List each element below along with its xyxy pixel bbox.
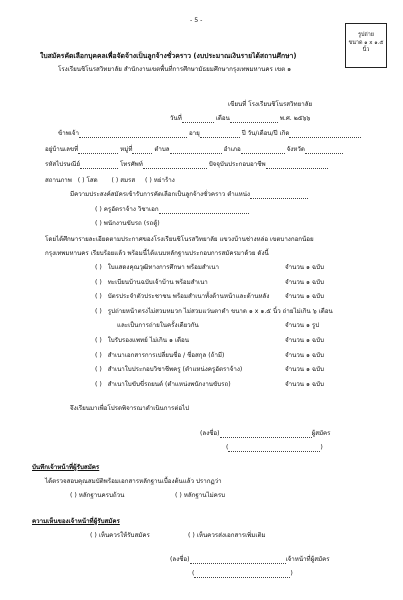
postal-label: รหัสไปรษณีย์ xyxy=(45,161,80,168)
applicant-name-label: ข้าพเจ้า xyxy=(58,130,79,137)
sign-label: (ลงชื่อ) xyxy=(200,430,220,437)
doc-checkbox[interactable]: ( ) xyxy=(95,308,102,315)
officer-signature xyxy=(170,556,330,564)
position-teacher-label: ( ) ครูอัตราจ้าง วิชาเอก xyxy=(95,206,159,213)
doc-checkbox[interactable]: ( ) xyxy=(95,381,102,388)
doc-text: บัตรประจำตัวประชาชน พร้อมสำเนาทั้งด้านหน้าและด้านหลัง xyxy=(107,293,270,300)
date-month-field[interactable] xyxy=(230,116,278,123)
province-field[interactable] xyxy=(305,147,343,154)
officer-section-title: บันทึกเจ้าหน้าที่ผู้รับสมัคร xyxy=(32,464,100,471)
intent-label: มีความประสงค์สมัครเข้ารับการคัดเลือกเป็นลูกจ้างชั่วคราว ตำแหน่ง xyxy=(70,191,251,198)
doc-checkbox[interactable]: ( ) xyxy=(95,279,102,286)
doc-row[interactable] xyxy=(95,381,231,389)
doc-qty: จำนวน ๑ ฉบับ xyxy=(285,293,324,300)
age-label: อายุ xyxy=(188,130,200,137)
phone-field[interactable] xyxy=(143,162,207,169)
doc-row[interactable] xyxy=(95,293,269,301)
applicant-name-field[interactable] xyxy=(79,131,187,138)
paren-close: ) xyxy=(290,570,293,577)
subject-field[interactable] xyxy=(159,207,249,214)
doc-qty: จำนวน ๑ ฉบับ xyxy=(285,279,324,286)
paren-close: ) xyxy=(320,444,323,451)
sign-label: (ลงชื่อ) xyxy=(170,556,190,563)
occupation-field[interactable] xyxy=(266,162,328,169)
doc-qty: จำนวน ๑ ฉบับ xyxy=(285,366,324,373)
paren-open: ( xyxy=(226,444,229,451)
doc-checkbox[interactable]: ( ) xyxy=(95,264,102,271)
intent-text xyxy=(70,191,308,199)
date-day-label: วันที่ xyxy=(170,115,182,122)
doc-checkbox[interactable]: ( ) xyxy=(95,337,102,344)
doc-row[interactable] xyxy=(95,264,219,272)
write-at: เขียนที่ โรงเรียนชิโนรสวิทยาลัย xyxy=(228,101,313,108)
house-label: อยู่บ้านเลขที่ xyxy=(45,146,79,153)
para-2: กรุงเทพมหานคร เรียบร้อยแล้ว พร้อมนี้ได้แนบหลักฐานประกอบการสมัครมาด้วย ดังนี้ xyxy=(45,250,269,257)
form-title: ใบสมัครคัดเลือกบุคคลเพื่อจัดจ้างเป็นลูกจ้างชั่วคราว (งบประมาณเงินรายได้สถานศึกษา) xyxy=(40,52,297,60)
doc-text: สำเนาใบขับขี่รถยนต์ (ตำแหน่งพนักงานขับรถ) xyxy=(107,381,231,388)
paren-open: ( xyxy=(192,570,195,577)
sign-role: ผู้สมัคร xyxy=(311,430,331,437)
date-day-field[interactable] xyxy=(182,116,214,123)
page-number: - 5 - xyxy=(190,17,203,24)
form-subtitle: โรงเรียนชิโนรสวิทยาลัย สำนักงานเขตพื้นที่การศึกษามัธยมศึกษากรุงเทพมหานคร เขต ๑ xyxy=(58,66,292,73)
officer-option-complete[interactable]: ( ) หลักฐานครบถ้วน xyxy=(70,492,125,499)
dob-label: ปี วัน/เดือน/ปี เกิด xyxy=(241,130,290,137)
officer-signature-field[interactable] xyxy=(190,557,286,564)
intent-field[interactable] xyxy=(250,192,308,199)
moo-field[interactable] xyxy=(132,147,152,154)
para-1: โดยได้ศึกษารายละเอียดตามประกาศของโรงเรียนชิโนรสวิทยาลัย แขวงบ้านช่างหล่อ เขตบางกอกน้อย xyxy=(45,236,314,243)
opinion-option-accept[interactable]: ( ) เห็นควรให้รับสมัคร xyxy=(90,532,150,539)
amphoe-field[interactable] xyxy=(241,147,285,154)
photo-box xyxy=(345,23,387,68)
officer-section-text: ได้ตรวจสอบคุณสมบัติพร้อมเอกสารหลักฐานเบื้องต้นแล้ว ปรากฏว่า xyxy=(45,478,222,485)
occupation-label: ปัจจุบันประกอบอาชีพ xyxy=(208,161,266,168)
closing-text: จึงเรียนมาเพื่อโปรดพิจารณาดำเนินการต่อไป xyxy=(70,405,190,412)
doc-row[interactable] xyxy=(95,352,224,360)
marital-divorced[interactable]: ( ) หย่าร้าง xyxy=(145,177,175,184)
doc-text: ใบแสดงคุณวุฒิทางการศึกษา พร้อมสำเนา xyxy=(107,264,219,271)
doc-qty: จำนวน ๑ ฉบับ xyxy=(285,264,324,271)
postal-field[interactable] xyxy=(80,162,118,169)
amphoe-label: อำเภอ xyxy=(223,146,241,153)
doc-row[interactable] xyxy=(95,366,242,374)
doc-row[interactable] xyxy=(95,279,208,287)
applicant-printed-name-field[interactable] xyxy=(228,444,323,452)
officer-name-paren xyxy=(192,570,293,578)
doc-qty: จำนวน ๑ รูป xyxy=(285,322,320,329)
photo-box-line-2: ขนาด ๑ x ๑.๕ xyxy=(348,39,384,46)
doc-text: สำเนาเอกสารการเปลี่ยนชื่อ / ชื่อสกุล (ถ้ามี) xyxy=(107,352,225,359)
house-field[interactable] xyxy=(78,147,118,154)
doc-row[interactable] xyxy=(95,308,333,316)
applicant-signature-field[interactable] xyxy=(220,431,312,438)
date-line xyxy=(170,115,310,123)
doc-row-continued: และเป็นการถ่ายในครั้งเดียวกัน xyxy=(117,322,199,329)
applicant-line xyxy=(58,130,361,138)
doc-checkbox[interactable]: ( ) xyxy=(95,293,102,300)
age-field[interactable] xyxy=(200,131,240,138)
doc-text: สำเนาใบประกอบวิชาชีพครู (ตำแหน่งครูอัตราจ้าง) xyxy=(107,366,243,373)
officer-printed-name-field[interactable] xyxy=(194,570,293,578)
date-year-label: พ.ศ. ๒๕๖๖ xyxy=(279,115,311,122)
photo-box-line-1: รูปถ่าย xyxy=(358,32,374,38)
address-line xyxy=(45,146,343,154)
doc-text: รูปถ่ายหน้าตรงไม่สวมหมวก ไม่สวมแว่นตาดำ ขนาด ๑ x ๑.๕ นิ้ว ถ่ายไม่เกิน ๖ เดือน xyxy=(107,308,333,315)
opinion-section-title: ความเห็นของเจ้าหน้าที่ผู้รับสมัคร xyxy=(32,518,120,525)
doc-checkbox[interactable]: ( ) xyxy=(95,366,102,373)
officer-option-incomplete[interactable]: ( ) หลักฐานไม่ครบ xyxy=(175,492,226,499)
doc-text: ใบรับรองแพทย์ ไม่เกิน ๑ เดือน xyxy=(107,337,189,344)
phone-label: โทรศัพท์ xyxy=(119,161,143,168)
applicant-signature xyxy=(200,430,331,438)
marital-label: สถานภาพ xyxy=(45,177,72,184)
province-label: จังหวัด xyxy=(286,146,305,153)
contact-line xyxy=(45,161,328,169)
marital-married[interactable]: ( ) สมรส xyxy=(111,177,136,184)
doc-qty: จำนวน ๑ ฉบับ xyxy=(285,337,324,344)
tambon-field[interactable] xyxy=(170,147,222,154)
doc-qty: จำนวน ๑ ฉบับ xyxy=(285,381,324,388)
doc-text: ทะเบียนบ้านฉบับเจ้าบ้าน พร้อมสำเนา xyxy=(107,279,208,286)
photo-box-line-3: นิ้ว xyxy=(362,47,370,53)
position-driver[interactable]: ( ) พนักงานขับรถ (รถตู้) xyxy=(95,220,160,227)
opinion-option-more-docs[interactable]: ( ) เห็นควรส่งเอกสารเพิ่มเติม xyxy=(188,532,266,539)
doc-qty: จำนวน ๑ ฉบับ xyxy=(285,352,324,359)
doc-row[interactable] xyxy=(95,337,189,345)
moo-label: หมู่ที่ xyxy=(120,146,133,153)
applicant-name-paren xyxy=(226,444,323,452)
sign-role: เจ้าหน้าที่ผู้สมัคร xyxy=(285,556,330,563)
position-teacher[interactable] xyxy=(95,206,249,214)
dob-field[interactable] xyxy=(289,131,361,138)
doc-checkbox[interactable]: ( ) xyxy=(95,352,102,359)
tambon-label: ตำบล xyxy=(154,146,170,153)
marital-status xyxy=(45,177,175,185)
marital-single[interactable]: ( ) โสด xyxy=(77,177,98,184)
date-month-label: เดือน xyxy=(215,115,230,122)
